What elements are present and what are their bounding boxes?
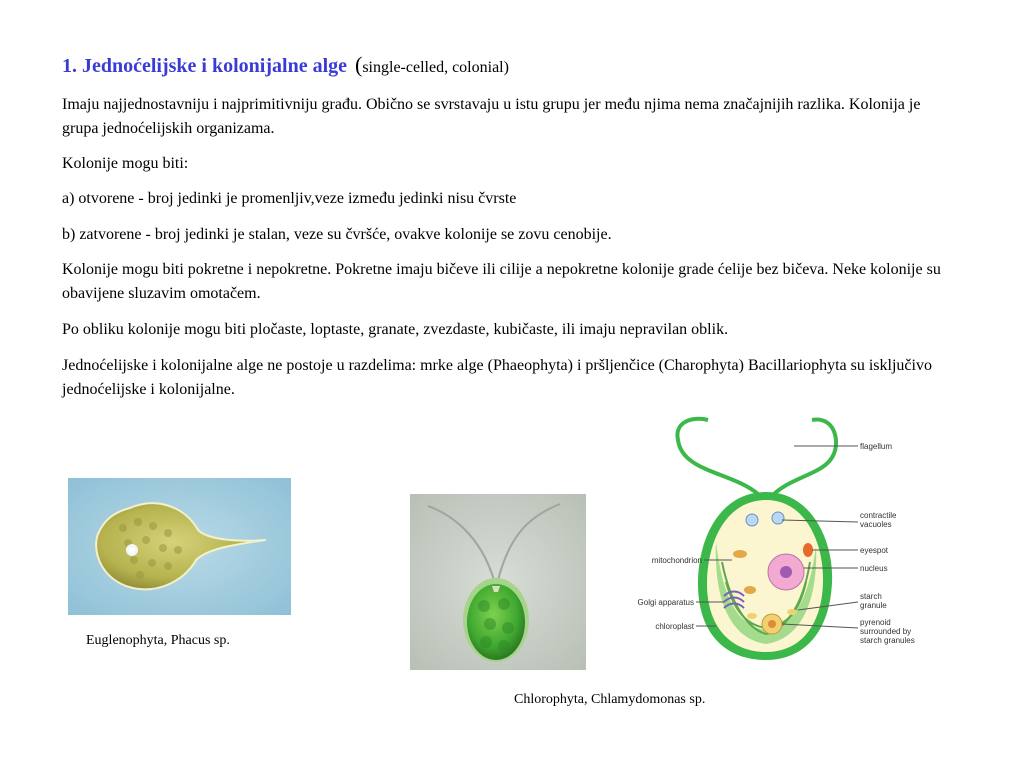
label-nucleus: nucleus <box>860 564 888 573</box>
paragraph-motile: Kolonije mogu biti pokretne i nepokretne. Pokretne imaju bičeve ili cilije a nepokretne kolonije grade ćelije bez bičeva. Neke kolonije su obavijene sluzavim omotačem. <box>62 261 941 302</box>
nucleolus <box>780 566 792 578</box>
paragraph-intro: Imaju najjednostavniju i najprimitivniju građu. Obično se svrstavaju u istu grupu jer među njima nema značajnijih razlika. Kolonija je grupa jednoćelijskih organizama. <box>62 96 921 137</box>
caption-chlamydomonas: Chlorophyta, Chlamydomonas sp. <box>514 692 706 707</box>
slide-title <box>62 52 509 81</box>
eyespot <box>803 543 813 557</box>
title-paren: ( <box>355 52 363 77</box>
label-contractile-1: contractile <box>860 511 897 520</box>
title-main: 1. Jednoćelijske i kolonijalne alge <box>62 55 347 77</box>
chlamydomonas-micrograph <box>410 494 586 670</box>
label-pyrenoid-2: surrounded by <box>860 627 912 636</box>
label-golgi: Golgi apparatus <box>637 598 694 607</box>
label-contractile-2: vacuoles <box>860 520 892 529</box>
label-pyrenoid-3: starch granules <box>860 636 915 645</box>
phacus-micrograph <box>68 478 291 615</box>
paragraph-colonies: Kolonije mogu biti: <box>62 155 189 172</box>
mitochondrion-2 <box>744 586 756 594</box>
contractile-vacuole-2 <box>772 512 784 524</box>
title-subtitle: single-celled, colonial) <box>362 59 509 76</box>
label-starch-1: starch <box>860 592 882 601</box>
chlamydomonas-diagram <box>612 412 934 668</box>
paragraph-open: a) otvorene - broj jedinki je promenljiv,veze između jedinki nisu čvrste <box>62 190 517 207</box>
label-flagellum: flagellum <box>860 442 893 451</box>
paragraph-shapes: Po obliku kolonije mogu biti pločaste, loptaste, granate, zvezdaste, kubičaste, ili imaju nepravilan oblik. <box>62 321 729 338</box>
label-chloroplast: chloroplast <box>655 622 694 631</box>
flagellum-left <box>677 419 758 494</box>
contractile-vacuole-1 <box>746 514 758 526</box>
label-mitochondrion: mitochondrion <box>651 556 702 565</box>
paragraph-divisions: Jednoćelijske i kolonijalne alge ne postoje u razdelima: mrke alge (Phaeophyta) i pršljenčice (Charophyta) Bacillariophyta su isključivo jednoćelijske i kolonijalne. <box>62 357 932 398</box>
caption-phacus: Euglenophyta, Phacus sp. <box>86 633 230 648</box>
label-pyrenoid-1: pyrenoid <box>860 618 891 627</box>
label-eyespot: eyespot <box>860 546 889 555</box>
mitochondrion-1 <box>733 550 747 558</box>
flagellum-right <box>774 420 836 494</box>
paragraph-closed: b) zatvorene - broj jedinki je stalan, veze su čvršće, ovakve kolonije se zovu cenobije. <box>62 226 612 243</box>
label-starch-2: granule <box>860 601 887 610</box>
